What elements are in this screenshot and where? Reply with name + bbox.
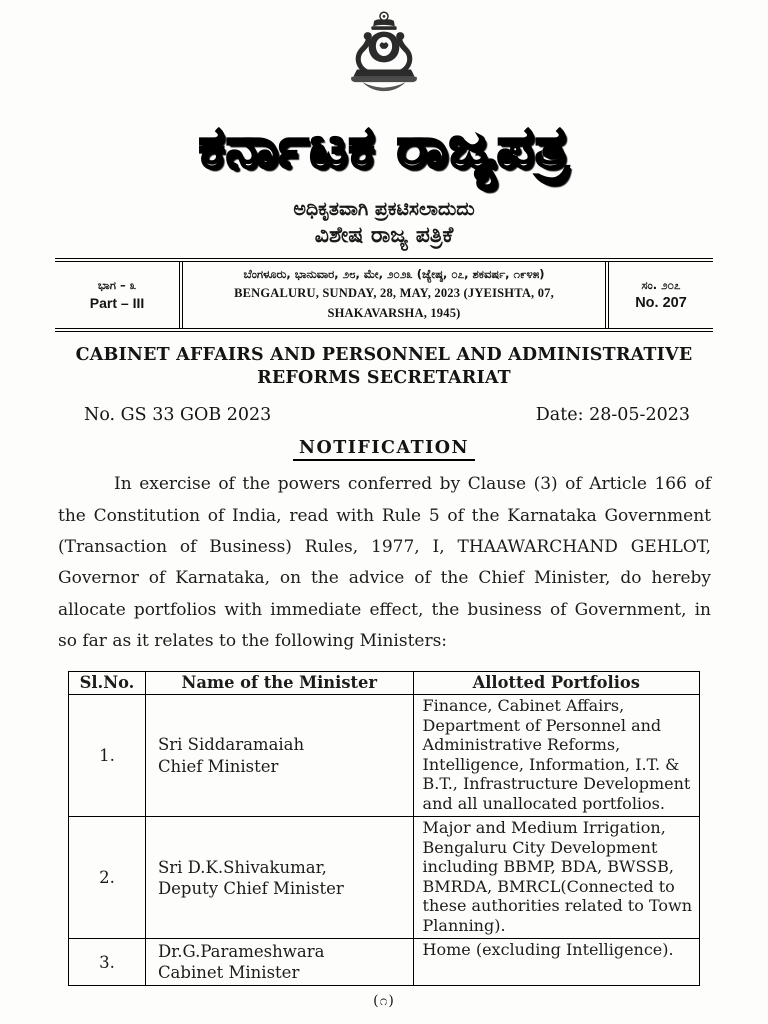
issue-dateline-kannada: ಬೆಂಗಳೂರು, ಭಾನುವಾರ, ೨೮, ಮೇ, ೨೦೨೩ (ಜ್ಯೇಷ್ಠ, ೦೭, ಶಕವರ್ಷ, ೧೯೪೫) xyxy=(243,267,545,281)
header-minister-name: Name of the Minister xyxy=(145,672,413,695)
gazette-title: ಕರ್ನಾಟಕ ರಾಜ್ಯಪತ್ರ xyxy=(198,113,570,181)
minister-name-cell xyxy=(145,695,413,817)
issue-part-cell xyxy=(55,262,183,328)
issue-part-english: Part – III xyxy=(89,295,145,312)
table-header-row xyxy=(69,672,700,695)
sl-no-cell: 2. xyxy=(69,817,146,939)
minister-name-cell xyxy=(145,817,413,939)
minister-designation: Deputy Chief Minister xyxy=(157,878,344,898)
table-row xyxy=(69,817,700,939)
header-sl-no: Sl.No. xyxy=(69,672,146,695)
sl-no-cell: 1. xyxy=(69,695,146,817)
gazette-subtitle-special: ವಿಶೇಷ ರಾಜ್ಯ ಪತ್ರಿಕೆ xyxy=(314,223,454,248)
minister-name: Dr.G.Parameshwara xyxy=(157,942,325,962)
issue-part-kannada: ಭಾಗ – ೩ xyxy=(97,277,137,292)
sl-no-cell: 3. xyxy=(69,939,146,986)
minister-designation: Chief Minister xyxy=(157,756,279,776)
issue-number-cell xyxy=(609,262,713,328)
emblem-wrap xyxy=(0,10,768,104)
gazette-subtitle-official: ಅಧಿಕೃತವಾಗಿ ಪ್ರಕಟಿಸಲಾದುದು xyxy=(293,198,475,220)
ministers-table xyxy=(68,671,700,986)
issue-bar xyxy=(55,258,713,332)
table-row xyxy=(69,939,700,986)
issue-number-kannada: ಸಂ. ೨೦೭ xyxy=(641,277,681,292)
minister-name-cell xyxy=(145,939,413,986)
department-title: CABINET AFFAIRS AND PERSONNEL AND ADMINISTRATIVE REFORMS SECRETARIAT xyxy=(75,345,693,389)
portfolios-cell: Major and Medium Irrigation, Bengaluru City Development including BBMP, BDA, BWSSB, BMRDA, BMRCL(Connected to these authorities related to Town Planning). xyxy=(413,817,699,939)
issue-dateline-cell xyxy=(183,262,609,328)
minister-name: Sri D.K.Shivakumar, xyxy=(157,857,327,877)
portfolios-cell: Finance, Cabinet Affairs, Department of Personnel and Administrative Reforms, Intelligence, Information, I.T. & B.T., Infrastructure Development and all unallocated portfolios. xyxy=(413,695,699,817)
notification-heading: NOTIFICATION xyxy=(293,438,475,461)
notification-heading-row xyxy=(0,438,768,461)
reference-row xyxy=(84,405,690,425)
minister-designation: Cabinet Minister xyxy=(157,963,300,983)
table-row xyxy=(69,695,700,817)
karnataka-state-emblem-icon xyxy=(329,10,439,102)
reference-number: No. GS 33 GOB 2023 xyxy=(84,405,272,426)
portfolios-cell: Home (excluding Intelligence). xyxy=(413,939,699,986)
notification-body: In exercise of the powers conferred by Clause (3) of Article 166 of the Constitution of India, read with Rule 5 of the Karnataka Government (Transaction of Business) Rules, 1977, I, THAAWARCHAND GEHLOT, Governor of Karnataka, on the advice of the Chief Minister, do hereby allocate portfolios with immediate effect, the business of Government, in so far as it relates to the following Ministers: xyxy=(58,474,711,651)
minister-name: Sri Siddaramaiah xyxy=(157,735,305,755)
page-number-footer: (೧) xyxy=(373,993,395,1010)
issue-date: Date: 28-05-2023 xyxy=(535,405,690,426)
header-allotted-portfolios: Allotted Portfolios xyxy=(413,672,699,695)
issue-dateline-english: BENGALURU, SUNDAY, 28, MAY, 2023 (JYEISHTA, 07, SHAKAVARSHA, 1945) xyxy=(234,286,554,321)
issue-number-english: No. 207 xyxy=(635,294,687,311)
